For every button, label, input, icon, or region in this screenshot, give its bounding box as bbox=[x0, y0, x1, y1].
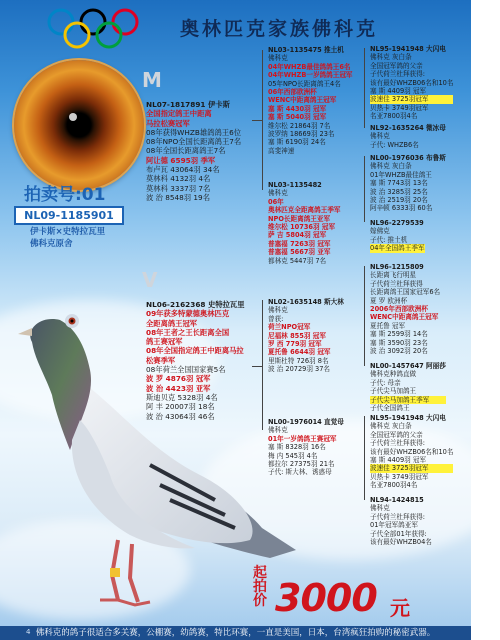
pedigree-line: NPO长距离鸽王亚军 bbox=[268, 214, 331, 223]
pedigree-line: 名亚7800羽4名 bbox=[370, 481, 418, 490]
pedigree-line: 塞 斯 5040羽 冠军 bbox=[268, 113, 327, 122]
pedigree-line: 全国冠军鸽的父亲 bbox=[370, 61, 423, 70]
pedigree-line: 普塞福 5667羽 亚军 bbox=[268, 248, 331, 257]
pairing-line: 佛科克原舍 bbox=[30, 239, 73, 249]
pedigree-line: NL96-2279539 bbox=[370, 219, 424, 227]
pedigree-line: 04年全国鸽王季军 bbox=[370, 244, 425, 253]
pedigree-bracket bbox=[364, 416, 365, 500]
page-number: 4 bbox=[26, 628, 31, 636]
pedigree-line: 08年获得WHZB雄鸽鸽王6位 bbox=[146, 127, 242, 137]
pedigree-line: 波罗纳 18669羽 23名 bbox=[268, 129, 335, 138]
gen3-block-2 bbox=[370, 124, 446, 149]
page-title: 奥林匹克家族佛科克 bbox=[180, 18, 379, 40]
starting-price-label bbox=[252, 566, 268, 608]
dam-dam-lines bbox=[268, 418, 344, 477]
pedigree-line: 萨 吉 5804羽 冠军 bbox=[268, 231, 327, 240]
sire-dam-info bbox=[268, 181, 341, 265]
pedigree-bracket bbox=[364, 48, 365, 128]
pedigree-line: 全国冠军鸽的父亲 bbox=[370, 430, 423, 439]
pedigree-line: 佛科克 bbox=[268, 54, 288, 63]
pigeon-eye-photo bbox=[14, 60, 144, 190]
pedigree-line: 夏托鲁 冠军 bbox=[370, 321, 406, 330]
pedigree-line: 该有最好WHZB04名 bbox=[370, 537, 432, 546]
pedigree-line: 佛科克 bbox=[268, 306, 288, 315]
price-label-char: 拍 bbox=[253, 579, 267, 595]
pedigree-line: 布卢瓦 43064羽 34名 bbox=[146, 165, 220, 175]
pedigree-line: 塞 斯 8328羽 16名 bbox=[268, 443, 326, 452]
pedigree-line: 该有最好WHZB06名和10名 bbox=[370, 78, 454, 87]
pedigree-line: 波速佳 3725羽冠军 bbox=[370, 95, 453, 103]
pedigree-bracket bbox=[252, 366, 262, 367]
pedigree-line: 维尔松 10736羽 冠军 bbox=[268, 222, 336, 231]
pedigree-line: 名亚7800羽4名 bbox=[370, 112, 418, 121]
gen3-lines bbox=[370, 124, 446, 149]
pedigree-line: NL03-1135475 推土机 bbox=[268, 46, 344, 54]
pedigree-line: 子代尖马加鸽王 bbox=[370, 387, 417, 396]
footer-banner: 佛科克的鸽子很适合多关赛，公棚赛，幼鸽赛，特比环赛，一直是美国，日本，台湾疯狂拍购的秘密武器。 bbox=[0, 626, 471, 640]
pedigree-line: NL96-1215809 bbox=[370, 263, 424, 271]
pedigree-bracket bbox=[252, 120, 262, 121]
pedigree-bracket bbox=[262, 50, 263, 190]
pedigree-line: 奥林匹克全距离鸽王季军 bbox=[268, 206, 341, 215]
pedigree-line: WENC中距离鸽王冠军 bbox=[370, 313, 439, 322]
gen3-lines bbox=[370, 496, 432, 546]
pedigree-line: 波 治 2519羽 20名 bbox=[370, 195, 428, 204]
pedigree-line: 01年冠军鸽亚军 bbox=[370, 521, 418, 530]
pedigree-line: 2006年西部欧洲杯 bbox=[370, 304, 428, 313]
pedigree-line: 子代: 推土机 bbox=[370, 235, 408, 244]
lot-number: 拍卖号:01 bbox=[24, 185, 106, 205]
pairing-info bbox=[30, 226, 105, 250]
sire-dam-lines bbox=[268, 181, 341, 265]
pedigree-line: 子代尖马加鸽王季军 bbox=[370, 396, 446, 404]
gen3-block-6 bbox=[370, 362, 446, 412]
pedigree-line: 佛科克 bbox=[268, 189, 288, 198]
pedigree-line: 都拉尔 27375羽 21名 bbox=[268, 459, 335, 468]
pedigree-line: 鸽王赛冠军 bbox=[146, 337, 183, 347]
pedigree-line: 06年西部欧洲杯 bbox=[268, 87, 317, 96]
pedigree-line: 08年王者之王长距离全国 bbox=[146, 327, 230, 337]
pedigree-line: 子代: 斯大林、诱惑母 bbox=[268, 468, 332, 477]
pedigree-line: 塞 斯 3590羽 23名 bbox=[370, 338, 428, 347]
pedigree-line: 波 治 8548羽 19名 bbox=[146, 192, 211, 202]
pedigree-line: 罗 西 779羽 冠军 bbox=[268, 339, 322, 348]
dam-sire-info bbox=[268, 298, 344, 374]
pedigree-line: 嫁佛克 bbox=[370, 227, 390, 236]
price-label-char: 价 bbox=[253, 593, 267, 609]
gen3-lines bbox=[370, 414, 454, 490]
sire-marker: M bbox=[142, 68, 162, 92]
pedigree-line: 尼福林 855羽 冠军 bbox=[268, 331, 326, 340]
pedigree-line: 波 罗 4876羽 冠军 bbox=[146, 374, 211, 384]
pairing-line: 伊卡斯×史特拉瓦里 bbox=[30, 227, 106, 237]
lot-ring-number: NL09-1185901 bbox=[14, 206, 124, 225]
dam-dam-info bbox=[268, 418, 344, 477]
pedigree-line: NL95-1941948 大闪电 bbox=[370, 414, 446, 422]
pedigree-line: 松赛季军 bbox=[146, 355, 176, 365]
pedigree-line: 莫林科 3337羽 7名 bbox=[146, 183, 211, 193]
pedigree-line: 子代荷兰杜拜获得: bbox=[370, 439, 425, 448]
dam-ring: NL06-2162368 史特拉瓦里 bbox=[146, 300, 245, 309]
pedigree-bracket bbox=[364, 156, 365, 222]
pedigree-line: 阿辛顿 6333羽 60名 bbox=[370, 204, 433, 213]
sire-info bbox=[146, 100, 242, 202]
dam-info bbox=[146, 300, 245, 421]
olympic-rings-logo bbox=[44, 6, 142, 52]
pedigree-line: 09年获多特蒙德奥林匹克 bbox=[146, 309, 230, 319]
pedigree-line: 子代全国鸽王 bbox=[370, 403, 410, 412]
pedigree-line: 子代荷兰杜拜获得: bbox=[370, 512, 425, 521]
pedigree-line: 波 治 3092羽 20名 bbox=[370, 346, 428, 355]
sire-sire-lines bbox=[268, 46, 353, 155]
gen3-block-3 bbox=[370, 154, 446, 213]
pedigree-line: 波 治 4423羽 亚军 bbox=[146, 383, 211, 393]
pedigree-line: 佛科克 bbox=[268, 426, 288, 435]
pedigree-line: 荷兰NPO冠军 bbox=[268, 323, 311, 332]
gen3-block-1 bbox=[370, 45, 454, 121]
pedigree-line: 贝热卡 3749羽冠军 bbox=[370, 472, 429, 481]
gen3-block-5 bbox=[370, 263, 441, 355]
pedigree-line: 子代荷兰杜拜获得 bbox=[370, 279, 423, 288]
pedigree-line: 08年全国长距离鸽王7名 bbox=[146, 146, 226, 156]
pedigree-line: 04年WHZB最佳鸽鸽王6名 bbox=[268, 62, 351, 71]
pedigree-line: 莫林科 4132羽 4名 bbox=[146, 174, 211, 184]
pedigree-line: 普塞福 7263羽 冠军 bbox=[268, 239, 331, 248]
pedigree-line: 全距离鸽王冠军 bbox=[146, 318, 198, 328]
gen3-block-4 bbox=[370, 219, 425, 253]
pedigree-line: 佛科克 灰白条 bbox=[370, 162, 412, 171]
sire-ring: NL07-1817891 伊卡斯 bbox=[146, 100, 230, 109]
sire-lines bbox=[146, 109, 242, 202]
pedigree-line: 夏托鲁 6644羽 冠军 bbox=[268, 348, 331, 357]
starting-price-amount: 3000 bbox=[275, 576, 377, 620]
pedigree-line: 阿 丰 20007羽 18名 bbox=[146, 402, 215, 412]
pedigree-line: NL00-1457647 阿丽莎 bbox=[370, 362, 446, 370]
pedigree-line: 波 治 3285羽 25名 bbox=[370, 187, 428, 196]
pedigree-line: 都林克 5447羽 7名 bbox=[268, 256, 327, 265]
pedigree-line: NL94-1424815 bbox=[370, 496, 424, 504]
pedigree-line: 塞 斯 6190羽 24名 bbox=[268, 138, 326, 147]
price-label-char: 起 bbox=[253, 565, 267, 581]
pedigree-line: 塞 斯 2599羽 14名 bbox=[370, 330, 428, 339]
dam-marker: V bbox=[142, 268, 158, 292]
gen3-block-8 bbox=[370, 496, 432, 546]
pedigree-line: 佛科克 bbox=[370, 132, 390, 141]
pedigree-line: 波 治 20729羽 37名 bbox=[268, 365, 331, 374]
pedigree-line: 08年全国指定鸽王中距离马拉 bbox=[146, 346, 244, 356]
pedigree-line: 子代全部01年获得: bbox=[370, 529, 427, 538]
pedigree-line: 阿让德 6595羽 季军 bbox=[146, 155, 216, 165]
pedigree-line: 塞 斯 4430羽 冠军 bbox=[268, 104, 327, 113]
pedigree-line: 塞 斯 4409羽 冠军 bbox=[370, 86, 427, 95]
pedigree-line: 维尔松 21864羽 7名 bbox=[268, 121, 331, 130]
dam-sire-lines bbox=[268, 298, 344, 374]
pedigree-line: NL03-1135482 bbox=[268, 181, 322, 189]
pedigree-line: 塞 斯 7743羽 13名 bbox=[370, 179, 428, 188]
gen3-block-7 bbox=[370, 414, 454, 490]
pedigree-line: 01年WHZB最佳鸽王 bbox=[370, 170, 432, 179]
pedigree-line: 斯迪贝克 5328羽 4名 bbox=[146, 392, 218, 402]
pedigree-line: 08年NPO全国长距离鸽王7名 bbox=[146, 137, 242, 147]
gen3-lines bbox=[370, 263, 441, 355]
pedigree-line: NL02-1635148 斯大林 bbox=[268, 298, 344, 306]
gen3-lines bbox=[370, 219, 425, 253]
pedigree-line: 塞 斯 4409羽 冠军 bbox=[370, 455, 427, 464]
sire-sire-info bbox=[268, 46, 353, 155]
pedigree-bracket bbox=[364, 266, 365, 366]
pedigree-line: NL00-1976014 直觉母 bbox=[268, 418, 344, 426]
pedigree-line: 01年一岁鸽鸽王赛冠军 bbox=[268, 434, 337, 443]
pedigree-line: 全国指定鸽王中距离 bbox=[146, 109, 212, 119]
pedigree-line: 佛科克 灰白条 bbox=[370, 422, 412, 431]
pedigree-line: 05年NPO长距离鸽王4名 bbox=[268, 79, 341, 88]
pedigree-line: 佛科克 bbox=[370, 504, 390, 513]
dam-lines bbox=[146, 309, 245, 421]
gen3-lines bbox=[370, 362, 446, 412]
pedigree-line: 波速佳 3725羽冠军 bbox=[370, 464, 453, 472]
pedigree-line: NL92-1635264 微冰母 bbox=[370, 124, 446, 132]
pedigree-line: 长距离飞行明星 bbox=[370, 271, 417, 280]
pedigree-line: 08年荷兰全国国家赛5名 bbox=[146, 365, 226, 375]
pedigree-line: NL00-1976036 布鲁斯 bbox=[370, 154, 446, 162]
pedigree-line: WENC中距离鸽王冠军 bbox=[268, 96, 337, 105]
pedigree-line: 子代荷兰杜拜获得: bbox=[370, 70, 425, 79]
pedigree-line: 长距离鸽王国家冠军6名 bbox=[370, 288, 441, 297]
pedigree-line: 贝热卡 3749羽冠军 bbox=[370, 103, 429, 112]
pedigree-line: NL95-1941948 大闪电 bbox=[370, 45, 446, 53]
pedigree-line: 梅 内 545羽 4名 bbox=[268, 451, 318, 460]
pedigree-line: 里斯杜特 726羽 8名 bbox=[268, 356, 329, 365]
pedigree-line: 夏 罗 欧洲杯 bbox=[370, 296, 408, 305]
gen3-lines bbox=[370, 154, 446, 213]
pedigree-line: 04年WHZB一岁鸽鸽王冠军 bbox=[268, 71, 353, 80]
pedigree-line: 06年 bbox=[268, 197, 284, 206]
pedigree-line: 该有最好WHZB06名和10名 bbox=[370, 447, 454, 456]
pedigree-line: 波 治 43064羽 46名 bbox=[146, 411, 215, 421]
price-unit: 元 bbox=[390, 596, 410, 620]
pedigree-line: 高斐神速 bbox=[268, 146, 295, 155]
pedigree-line: 佛科克种鸽直做 bbox=[370, 370, 417, 379]
pedigree-bracket bbox=[262, 300, 263, 430]
gen3-lines bbox=[370, 45, 454, 121]
pedigree-line: 子代: WHZB6名 bbox=[370, 140, 419, 149]
pedigree-line: 佛科克 灰白条 bbox=[370, 53, 412, 62]
pedigree-line: 子代: 母亲 bbox=[370, 378, 401, 387]
pedigree-line: 马拉松赛冠军 bbox=[146, 118, 190, 128]
pedigree-line: 曾获: bbox=[268, 314, 284, 323]
